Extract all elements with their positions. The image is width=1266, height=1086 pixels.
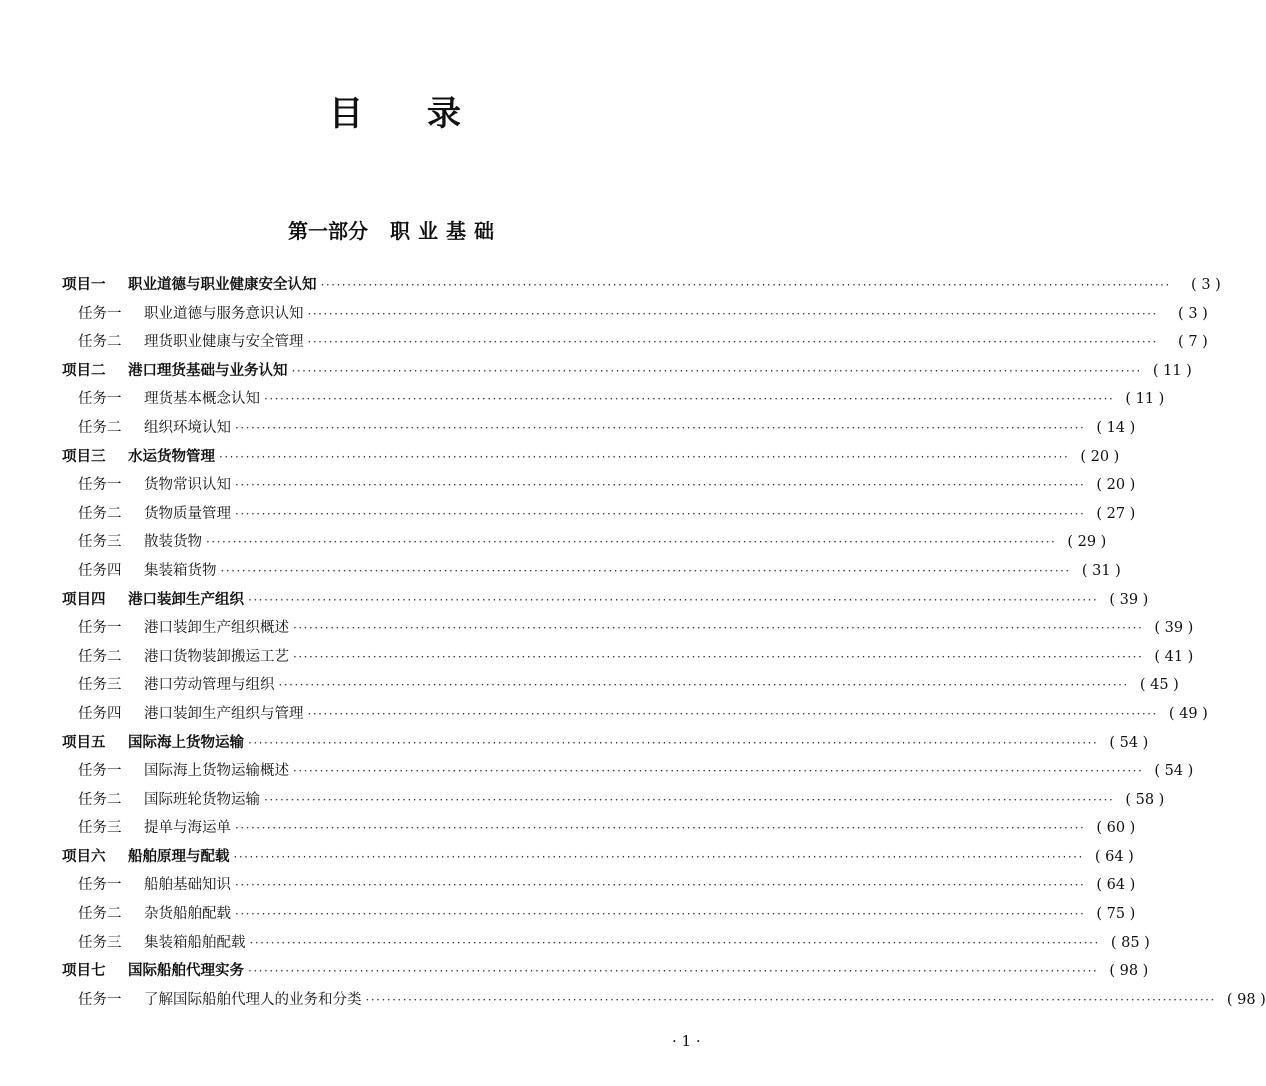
part-name: 职业基础 (390, 219, 502, 243)
toc-entry-number: 任务二 (78, 791, 122, 808)
toc-project-entry[interactable] (62, 357, 1192, 386)
toc-entry-label (78, 671, 275, 700)
toc-entry-number: 任务三 (78, 934, 122, 951)
toc-entry-number: 任务一 (78, 391, 122, 408)
toc-entry-label (62, 357, 288, 386)
toc-entry-page: ( 20 ) (1096, 477, 1136, 494)
toc-task-entry[interactable] (62, 986, 1266, 1015)
toc-task-entry[interactable] (62, 900, 1136, 929)
dot-leader: ································································································································································ (365, 992, 1216, 1007)
dot-leader: ································································································································································ (264, 792, 1115, 807)
toc-task-entry[interactable] (62, 871, 1136, 900)
toc-entry-number: 项目一 (62, 277, 106, 293)
toc-entry-number: 任务一 (78, 991, 122, 1008)
toc-entry-page: ( 27 ) (1096, 505, 1136, 522)
toc-entry-number: 任务三 (78, 534, 122, 551)
toc-entry-title: 职业道德与职业健康安全认知 (128, 277, 317, 293)
toc-task-entry[interactable] (62, 786, 1165, 815)
toc-entry-page: ( 11 ) (1152, 362, 1192, 379)
toc-task-entry[interactable] (62, 385, 1165, 414)
toc-entry-page: ( 7 ) (1178, 334, 1208, 351)
dot-leader: ································································································································································ (249, 935, 1100, 950)
toc-entry-label (78, 643, 289, 672)
toc-task-entry[interactable] (62, 643, 1194, 672)
toc-entry-page: ( 98 ) (1109, 963, 1149, 980)
toc-entry-title: 货物质量管理 (144, 505, 231, 522)
dot-leader: ································································································································································ (293, 621, 1144, 636)
toc-entry-page: ( 41 ) (1154, 648, 1194, 665)
toc-task-entry[interactable] (62, 757, 1194, 786)
toc-entry-title: 水运货物管理 (128, 448, 215, 465)
toc-entry-label (78, 814, 231, 843)
dot-leader: ································································································································································ (235, 420, 1086, 435)
toc-entry-number: 任务二 (78, 906, 122, 923)
toc-entry-title: 提单与海运单 (144, 820, 231, 837)
toc-task-entry[interactable] (62, 328, 1208, 357)
toc-entry-page: ( 14 ) (1096, 419, 1136, 436)
toc-task-entry[interactable] (62, 671, 1179, 700)
dot-leader: ································································································································································ (293, 649, 1144, 664)
toc-task-entry[interactable] (62, 528, 1107, 557)
toc-task-entry[interactable] (62, 471, 1136, 500)
dot-leader: ································································································································································ (307, 335, 1158, 350)
toc-entry-number: 任务一 (78, 763, 122, 780)
dot-leader: ································································································································································ (219, 449, 1070, 464)
toc-task-entry[interactable] (62, 700, 1208, 729)
toc-entry-number: 项目三 (62, 448, 106, 465)
toc-project-entry[interactable] (62, 957, 1149, 986)
toc-entry-number: 任务一 (78, 477, 122, 494)
toc-entry-label (78, 700, 304, 729)
toc-entry-number: 任务三 (78, 820, 122, 837)
toc-entry-title: 港口劳动管理与组织 (144, 677, 275, 694)
toc-task-entry[interactable] (62, 500, 1136, 529)
dot-leader: ································································································································································ (264, 392, 1115, 407)
toc-entry-label (78, 900, 231, 929)
toc-entry-number: 任务一 (78, 620, 122, 637)
dot-leader: ································································································································································ (307, 306, 1158, 321)
dot-leader: ································································································································································ (235, 907, 1086, 922)
toc-entry-page: ( 98 ) (1226, 991, 1266, 1008)
dot-leader: ································································································································································ (248, 964, 1099, 979)
toc-entry-title: 船舶原理与配载 (128, 848, 230, 865)
toc-entry-title: 港口装卸生产组织与管理 (144, 705, 304, 722)
toc-entry-page: ( 60 ) (1096, 820, 1136, 837)
toc-entry-label (78, 528, 202, 557)
toc-entry-title: 国际海上货物运输概述 (144, 763, 289, 780)
toc-entry-title: 组织环境认知 (144, 419, 231, 436)
toc-entry-number: 项目六 (62, 848, 106, 865)
toc-task-entry[interactable] (62, 814, 1136, 843)
dot-leader: ································································································································································ (206, 535, 1057, 550)
toc-entry-number: 项目五 (62, 734, 106, 751)
toc-entry-number: 项目二 (62, 362, 106, 379)
toc-entry-number: 任务三 (78, 677, 122, 694)
toc-entry-number: 任务二 (78, 334, 122, 351)
toc-project-entry[interactable] (62, 271, 1221, 300)
toc-entry-title: 散装货物 (144, 534, 202, 551)
toc-entry-number: 任务一 (78, 877, 122, 894)
toc-entry-label (78, 929, 246, 958)
toc-entry-label (62, 957, 244, 986)
toc-entry-page: ( 45 ) (1139, 677, 1179, 694)
toc-project-entry[interactable] (62, 443, 1120, 472)
toc-entry-page: ( 11 ) (1125, 391, 1165, 408)
toc-entry-label (78, 500, 231, 529)
toc-entry-page: ( 20 ) (1080, 448, 1120, 465)
toc-entry-label (78, 614, 289, 643)
toc-entry-page: ( 64 ) (1096, 877, 1136, 894)
toc-entry-page: ( 58 ) (1125, 791, 1165, 808)
toc-entry-title: 货物常识认知 (144, 477, 231, 494)
toc-entry-title: 国际班轮货物运输 (144, 791, 260, 808)
toc-task-entry[interactable] (62, 414, 1136, 443)
toc-entry-title: 理货基本概念认知 (144, 391, 260, 408)
toc-entry-title: 职业道德与服务意识认知 (144, 305, 304, 322)
toc-entry-page: ( 54 ) (1109, 734, 1149, 751)
toc-task-entry[interactable] (62, 614, 1194, 643)
toc-entry-title: 国际船舶代理实务 (128, 963, 244, 980)
toc-entry-label (78, 414, 231, 443)
toc-entry-label (62, 271, 317, 300)
toc-entry-number: 任务四 (78, 562, 122, 579)
toc-entry-label (78, 986, 362, 1015)
toc-entry-label (78, 871, 231, 900)
toc-task-entry[interactable] (62, 557, 1121, 586)
dot-leader: ································································································································································ (248, 735, 1099, 750)
toc-entry-page: ( 3 ) (1178, 305, 1208, 322)
table-of-contents (62, 271, 1266, 1014)
toc-entry-title: 集装箱船舶配载 (144, 934, 246, 951)
toc-entry-page: ( 3 ) (1191, 277, 1221, 293)
toc-entry-page: ( 29 ) (1067, 534, 1107, 551)
toc-entry-number: 项目四 (62, 591, 106, 608)
page-number: · 1 · (672, 1032, 701, 1050)
toc-entry-title: 港口理货基础与业务认知 (128, 362, 288, 379)
part-title (0, 215, 790, 244)
toc-project-entry[interactable] (62, 843, 1134, 872)
toc-entry-number: 任务二 (78, 419, 122, 436)
toc-entry-page: ( 85 ) (1110, 934, 1150, 951)
toc-entry-label (78, 300, 304, 329)
toc-entry-title: 港口装卸生产组织 (128, 591, 244, 608)
toc-entry-label (78, 557, 217, 586)
toc-entry-number: 任务四 (78, 705, 122, 722)
dot-leader: ································································································································································ (235, 478, 1086, 493)
part-label: 第一部分 (288, 219, 368, 243)
toc-entry-title: 理货职业健康与安全管理 (144, 334, 304, 351)
toc-entry-title: 杂货船舶配载 (144, 906, 231, 923)
toc-entry-title: 船舶基础知识 (144, 877, 231, 894)
dot-leader: ································································································································································ (320, 278, 1171, 292)
toc-entry-label (78, 328, 304, 357)
toc-entry-label (78, 757, 289, 786)
toc-entry-title: 了解国际船舶代理人的业务和分类 (144, 991, 362, 1008)
dot-leader: ································································································································································ (233, 849, 1084, 864)
toc-entry-number: 项目七 (62, 963, 106, 980)
dot-leader: ································································································································································ (293, 764, 1144, 779)
toc-entry-title: 集装箱货物 (144, 562, 217, 579)
toc-entry-label (62, 729, 244, 758)
toc-project-entry[interactable] (62, 586, 1149, 615)
toc-entry-label (62, 443, 215, 472)
page-title: 目录 (329, 94, 525, 134)
toc-task-entry[interactable] (62, 300, 1208, 329)
toc-entry-page: ( 75 ) (1096, 906, 1136, 923)
toc-project-entry[interactable] (62, 729, 1149, 758)
dot-leader: ································································································································································ (307, 706, 1158, 721)
toc-task-entry[interactable] (62, 929, 1150, 958)
toc-entry-label (78, 786, 260, 815)
toc-entry-page: ( 64 ) (1094, 848, 1134, 865)
toc-entry-label (78, 385, 260, 414)
toc-entry-label (78, 471, 231, 500)
dot-leader: ································································································································································ (220, 563, 1071, 578)
toc-entry-page: ( 39 ) (1154, 620, 1194, 637)
dot-leader: ································································································································································ (235, 878, 1086, 893)
dot-leader: ································································································································································ (248, 592, 1099, 607)
toc-entry-page: ( 49 ) (1168, 705, 1208, 722)
toc-entry-number: 任务一 (78, 305, 122, 322)
toc-entry-title: 港口货物装卸搬运工艺 (144, 648, 289, 665)
toc-entry-number: 任务二 (78, 648, 122, 665)
dot-leader: ································································································································································ (291, 363, 1142, 378)
toc-entry-label (62, 586, 244, 615)
toc-entry-title: 港口装卸生产组织概述 (144, 620, 289, 637)
toc-entry-page: ( 31 ) (1081, 562, 1121, 579)
dot-leader: ································································································································································ (235, 821, 1086, 836)
toc-entry-page: ( 39 ) (1109, 591, 1149, 608)
toc-entry-page: ( 54 ) (1154, 763, 1194, 780)
dot-leader: ································································································································································ (278, 678, 1129, 693)
toc-entry-title: 国际海上货物运输 (128, 734, 244, 751)
dot-leader: ································································································································································ (235, 506, 1086, 521)
toc-entry-label (62, 843, 230, 872)
toc-entry-number: 任务二 (78, 505, 122, 522)
